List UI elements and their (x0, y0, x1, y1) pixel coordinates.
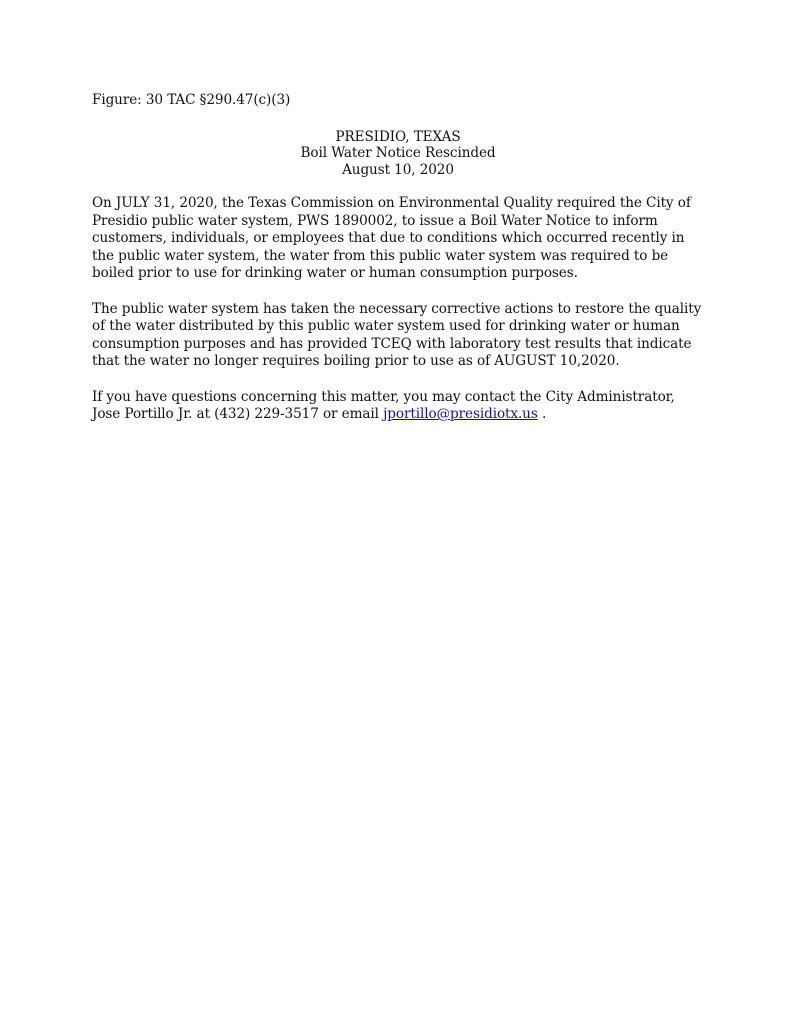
paragraph-notice-issued: On JULY 31, 2020, the Texas Commission on Environmental Quality required the City of Presidio public water system, PWS 1890002, to issue a Boil Water Notice to inform customers, individuals, or employees that due to conditions which occurred recently in the public water system, the water from this public water system was required to be boiled prior to use for drinking water or human consumption purposes. (92, 195, 691, 281)
document-body (92, 92, 704, 424)
figure-reference: Figure: 30 TAC §290.47(c)(3) (92, 92, 291, 108)
contact-text: If you have questions concerning this matter, you may contact the City Administrator, Jose Portillo Jr. at (432) 229-3517 or email (92, 388, 675, 422)
notice-heading (92, 129, 704, 179)
paragraph-corrective-actions: The public water system has taken the necessary corrective actions to restore the quality of the water distributed by this public water system used for drinking water or human consumption purposes and has provided TCEQ with laboratory test results that indicate that the water no longer requires boiling prior to use as of AUGUST 10,2020. (92, 300, 702, 369)
paragraph-contact (92, 389, 704, 424)
email-link[interactable]: jportillo@presidiotx.us (383, 406, 538, 422)
heading-location: PRESIDIO, TEXAS (335, 128, 461, 145)
heading-title: Boil Water Notice Rescinded (300, 145, 496, 161)
heading-date: August 10, 2020 (342, 161, 454, 178)
contact-text-end: . (537, 406, 547, 422)
